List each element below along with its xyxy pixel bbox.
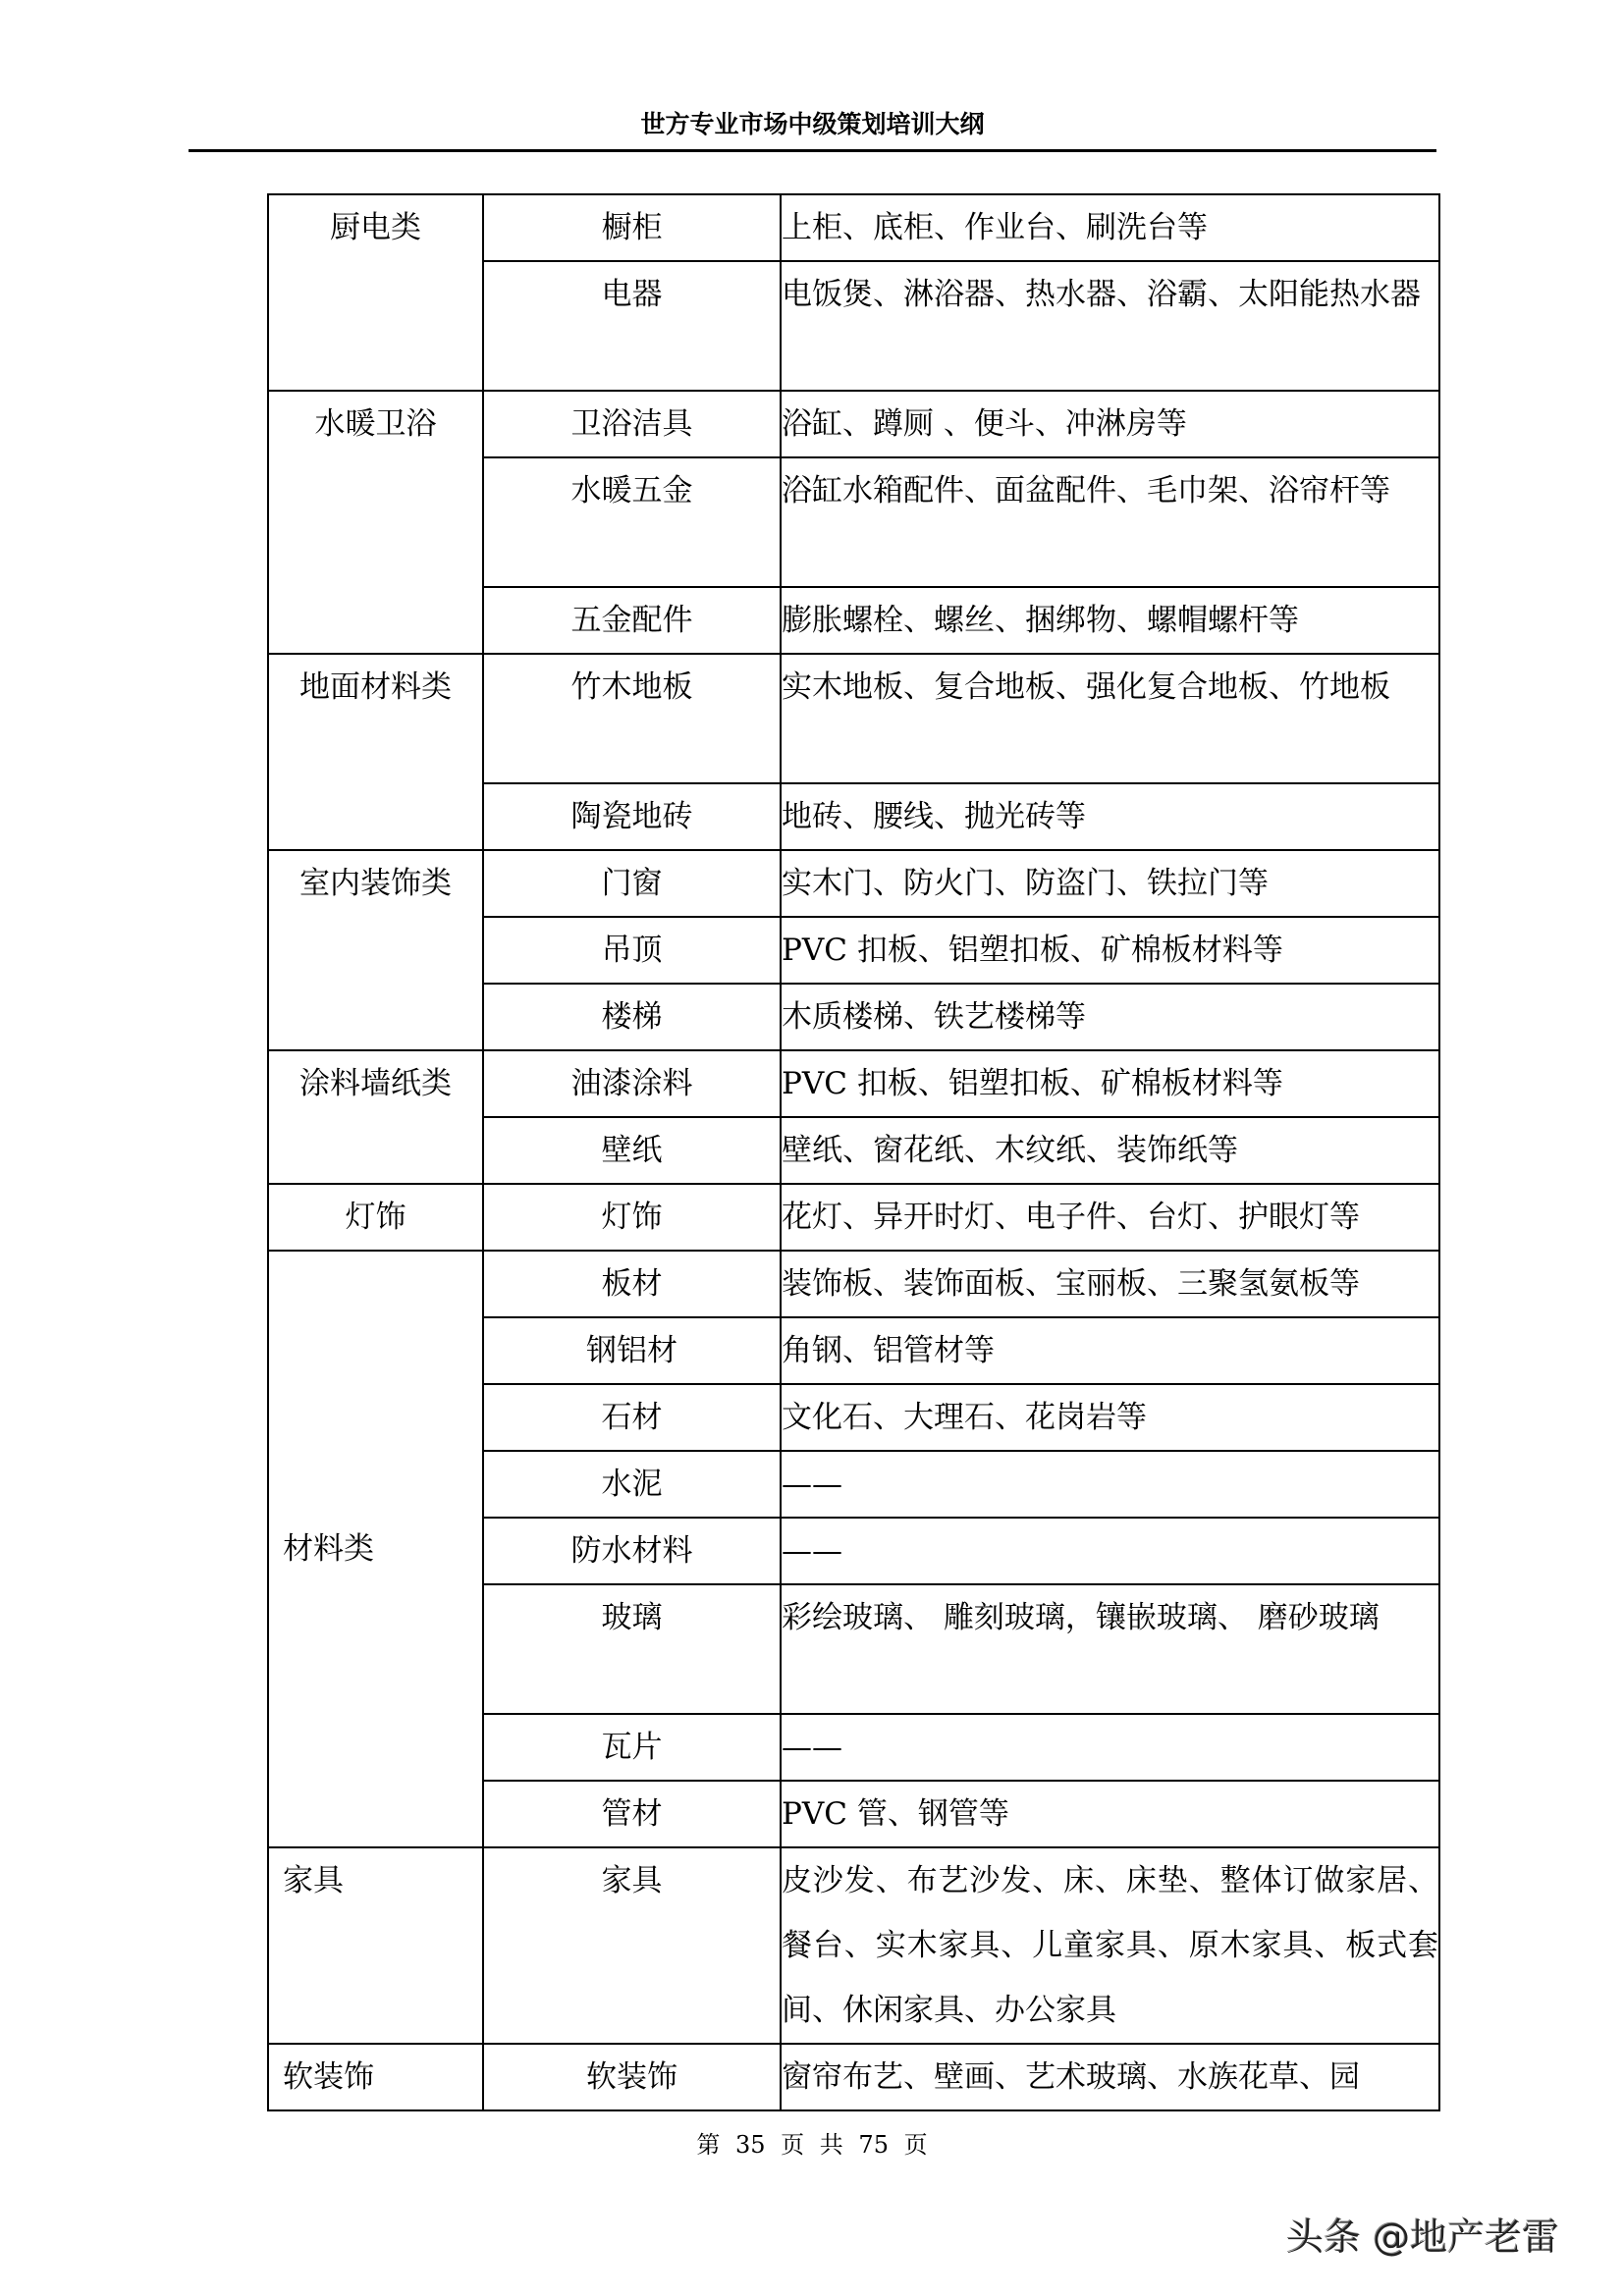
table-row [268,194,1439,261]
item-cell [483,391,781,457]
table-row [268,391,1439,457]
description-cell [781,2044,1439,2110]
description-text: 电饭煲、淋浴器、热水器、浴霸、太阳能热水器 [782,277,1421,312]
item-label: 瓦片 [601,1730,663,1765]
description-cell [781,850,1439,917]
item-label: 水暖五金 [570,473,693,508]
category-cell [268,850,483,1050]
item-cell [483,1781,781,1847]
description-text: —— [782,1467,842,1502]
item-label: 卫浴洁具 [570,406,693,442]
item-cell [483,783,781,850]
category-cell [268,194,483,391]
item-cell [483,1050,781,1117]
category-label: 涂料墙纸类 [299,1066,452,1101]
category-label: 家具 [283,1863,344,1898]
description-text: 角钢、铝管材等 [782,1333,995,1368]
category-label: 灯饰 [345,1200,406,1235]
description-text: 窗帘布艺、壁画、艺术玻璃、水族花草、园 [782,2059,1360,2095]
description-text: 皮沙发、布艺沙发、床、床垫、整体订做家居、餐台、实木家具、儿童家具、原木家具、板式套间、休闲家具、办公家具 [782,1863,1438,2028]
description-cell [781,1251,1439,1317]
item-cell [483,654,781,783]
table-row [268,850,1439,917]
item-cell [483,1117,781,1184]
description-cell [781,587,1439,654]
category-cell [268,1847,483,2044]
item-label: 石材 [601,1400,663,1435]
description-cell [781,1781,1439,1847]
category-label: 厨电类 [330,210,421,245]
category-cell [268,1050,483,1184]
watermark: 头条 @地产老雷 [1286,2216,1560,2259]
item-label: 防水材料 [570,1533,693,1569]
table-row [268,1184,1439,1251]
description-text: 壁纸、窗花纸、木纹纸、装饰纸等 [782,1133,1238,1168]
category-cell [268,1184,483,1251]
category-label: 材料类 [283,1531,374,1567]
category-cell [268,1251,483,1847]
description-cell [781,261,1439,391]
table-row [268,1847,1439,2044]
item-label: 吊顶 [601,933,663,968]
item-label: 灯饰 [601,1200,663,1235]
category-label: 软装饰 [283,2059,374,2095]
materials-table [267,193,1440,2111]
item-label: 家具 [601,1863,663,1898]
category-label: 室内装饰类 [299,866,452,901]
description-text: 花灯、异开时灯、电子件、台灯、护眼灯等 [782,1200,1360,1235]
description-text: 浴缸水箱配件、面盆配件、毛巾架、浴帘杆等 [782,473,1390,508]
description-cell [781,1117,1439,1184]
item-cell [483,1847,781,2044]
description-text: —— [782,1730,842,1765]
description-text: PVC 扣板、铝塑扣板、矿棉板材料等 [782,933,1283,968]
description-cell [781,1847,1439,2044]
description-text: 木质楼梯、铁艺楼梯等 [782,999,1086,1035]
item-label: 陶瓷地砖 [570,799,693,834]
table-row [268,654,1439,783]
table-row [268,1050,1439,1117]
description-cell [781,917,1439,984]
item-cell [483,1584,781,1714]
description-cell [781,457,1439,587]
description-cell [781,984,1439,1050]
item-label: 油漆涂料 [570,1066,693,1101]
category-cell [268,2044,483,2110]
description-cell [781,1518,1439,1584]
item-label: 门窗 [601,866,663,901]
description-text: 文化石、大理石、花岗岩等 [782,1400,1147,1435]
item-label: 五金配件 [570,603,693,638]
item-cell [483,587,781,654]
item-label: 软装饰 [586,2059,677,2095]
item-label: 管材 [601,1796,663,1832]
description-cell [781,1584,1439,1714]
item-cell [483,850,781,917]
description-cell [781,1317,1439,1384]
item-label: 板材 [601,1266,663,1302]
item-label: 竹木地板 [570,669,693,705]
table-body [268,194,1439,2110]
item-cell [483,1384,781,1451]
item-label: 橱柜 [601,210,663,245]
item-label: 电器 [601,277,663,312]
table-row [268,1251,1439,1317]
description-text: 实木地板、复合地板、强化复合地板、竹地板 [782,669,1390,705]
description-text: 实木门、防火门、防盗门、铁拉门等 [782,866,1269,901]
item-cell [483,2044,781,2110]
description-cell [781,194,1439,261]
item-label: 玻璃 [601,1600,663,1635]
item-cell [483,1317,781,1384]
description-cell [781,1714,1439,1781]
description-cell [781,1384,1439,1451]
item-cell [483,984,781,1050]
item-cell [483,194,781,261]
item-cell [483,1251,781,1317]
description-text: PVC 扣板、铝塑扣板、矿棉板材料等 [782,1066,1283,1101]
category-cell [268,654,483,850]
category-label: 地面材料类 [299,669,452,705]
description-cell [781,654,1439,783]
table-row [268,2044,1439,2110]
description-cell [781,1184,1439,1251]
header-divider [189,149,1436,152]
item-cell [483,917,781,984]
item-cell [483,1184,781,1251]
item-label: 水泥 [601,1467,663,1502]
description-cell [781,391,1439,457]
item-label: 钢铝材 [586,1333,677,1368]
description-text: 浴缸、蹲厕 、便斗、冲淋房等 [782,406,1187,442]
category-cell [268,391,483,654]
description-cell [781,1451,1439,1518]
page-header-title: 世方专业市场中级策划培训大纲 [640,110,985,138]
description-text: —— [782,1533,842,1569]
category-label: 水暖卫浴 [314,406,437,442]
description-text: 地砖、腰线、抛光砖等 [782,799,1086,834]
item-cell [483,1714,781,1781]
item-cell [483,1451,781,1518]
description-text: 膨胀螺栓、螺丝、捆绑物、螺帽螺杆等 [782,603,1299,638]
item-cell [483,1518,781,1584]
description-text: 彩绘玻璃、 雕刻玻璃，镶嵌玻璃、 磨砂玻璃 [782,1600,1380,1635]
item-cell [483,457,781,587]
description-cell [781,1050,1439,1117]
item-label: 壁纸 [601,1133,663,1168]
item-label: 楼梯 [601,999,663,1035]
page-number: 第 35 页 共 75 页 [696,2131,928,2159]
item-cell [483,261,781,391]
description-text: 装饰板、装饰面板、宝丽板、三聚氢氨板等 [782,1266,1360,1302]
description-text: PVC 管、钢管等 [782,1796,1009,1832]
description-text: 上柜、底柜、作业台、刷洗台等 [782,210,1208,245]
description-cell [781,783,1439,850]
